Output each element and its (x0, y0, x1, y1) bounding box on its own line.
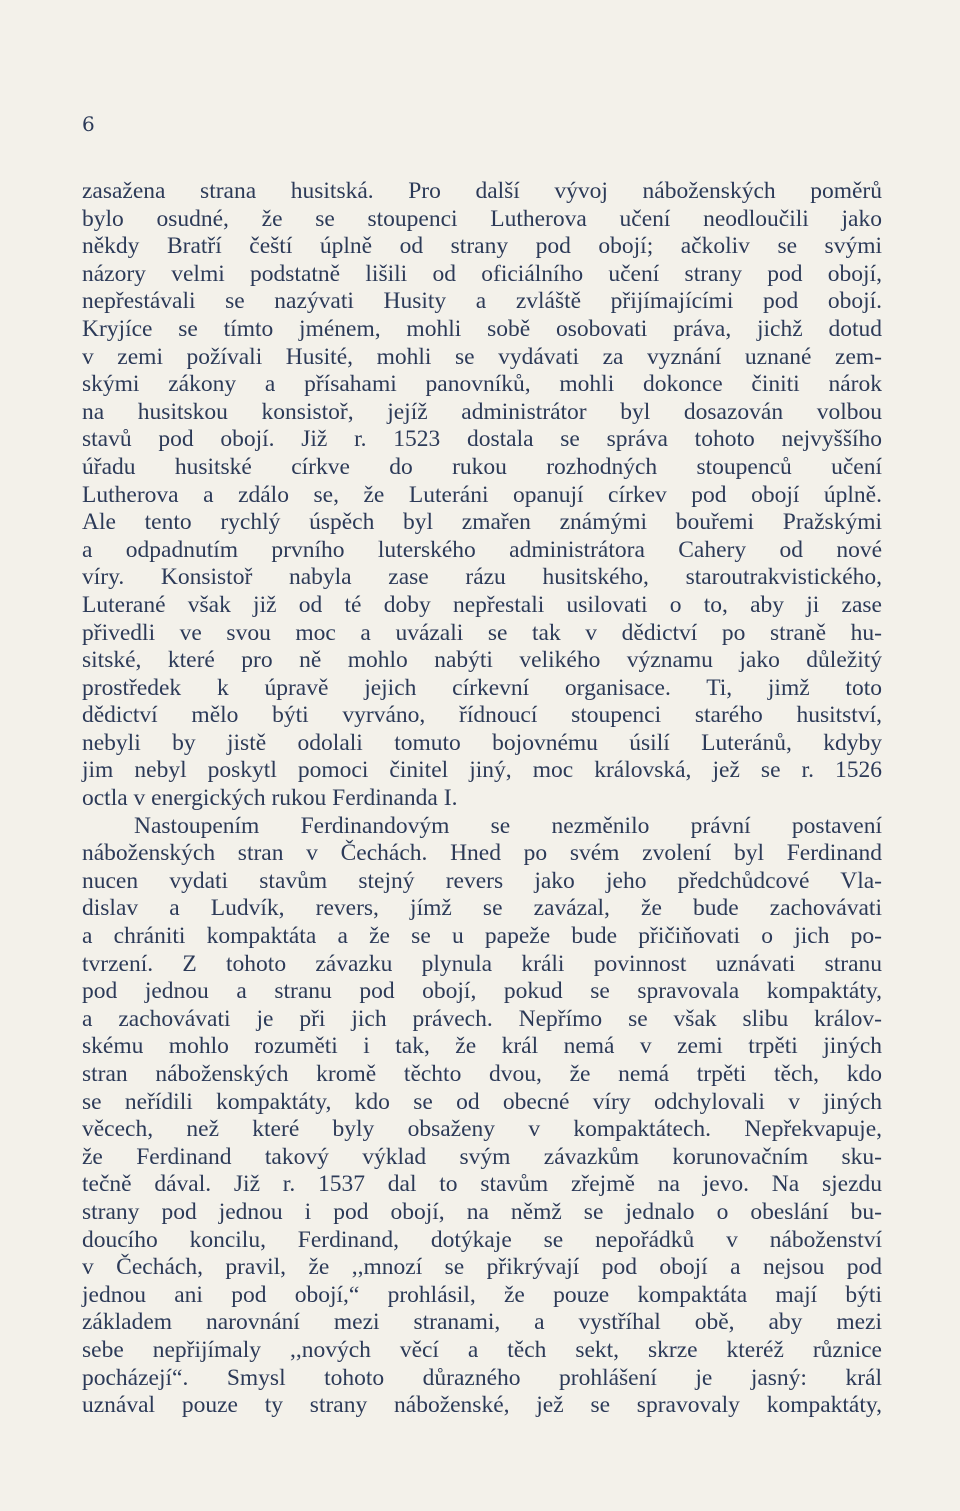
text-line: tečně dával. Již r. 1537 dal to stavům zřejmě na jevo. Na sjezdu (82, 1171, 882, 1198)
text-line: stavů pod obojí. Již r. 1523 dostala se správa tohoto nejvyššího (82, 426, 882, 453)
text-line: v zemi požívali Husité, mohli se vydávati za vyznání uznané zem- (82, 343, 882, 370)
text-line: zasažena strana husitská. Pro další vývoj náboženských poměrů (82, 178, 882, 204)
text-line: sitské, které pro ně mohlo nabýti velikého významu jako důležitý (82, 647, 882, 674)
text-line: úřadu husitské církve do rukou rozhodných stoupenců učení (82, 453, 882, 480)
text-line: na husitskou konsistoř, jejíž administrátor byl dosazován volbou (82, 398, 882, 425)
text-line: sebe nepřijímaly ,,nových věcí a těch sekt, skrze kteréž různice (82, 1336, 882, 1363)
text-line: někdy Bratří čeští úplně od strany pod obojí; ačkoliv se svými (82, 233, 882, 260)
text-line: uznával pouze ty strany náboženské, jež se spravovaly kompaktáty, (82, 1392, 882, 1419)
body-text (82, 178, 882, 1420)
text-line: bylo osudné, že se stoupenci Lutherova učení neodloučili jako (82, 205, 882, 232)
text-line: Luterané však již od té doby nepřestali usilovati o to, aby ji zase (82, 591, 882, 618)
text-line: Nastoupením Ferdinandovým se nezměnilo právní postavení (134, 812, 882, 839)
text-line: stran náboženských kromě těchto dvou, že nemá trpěti těch, kdo (82, 1061, 882, 1087)
text-line: v Čechách, pravil, že ,,mnozí se přikrývají pod obojí a nejsou pod (82, 1254, 882, 1281)
text-line: pod jednou a stranu pod obojí, pokud se spravovala kompaktáty, (82, 978, 882, 1005)
text-line: základem narovnání mezi stranami, a vystříhal obě, aby mezi (82, 1309, 882, 1336)
text-line: se neřídili kompaktáty, kdo se od obecné víry odchylovali v jiných (82, 1088, 882, 1115)
text-line: tvrzení. Z tohoto závazku plynula králi povinnost uznávati stranu (82, 950, 882, 977)
text-line: Lutherova a zdálo se, že Luteráni opanují církev pod obojí úplně. (82, 481, 882, 508)
text-line: skému mohlo rozuměti i tak, že král nemá v zemi trpěti jiných (82, 1033, 882, 1060)
text-line: jednou ani pod obojí,“ prohlásil, že pouze kompaktáta mají býti (82, 1281, 882, 1308)
text-line: a chrániti kompaktáta a že se u papeže bude přičiňovati o jich po- (82, 923, 882, 950)
text-line: dislav a Ludvík, revers, jímž se zavázal, že bude zachovávati (82, 895, 882, 922)
text-line: a odpadnutím prvního luterského administrátora Cahery od nové (82, 536, 882, 563)
text-line: že Ferdinand takový výklad svým závazkům korunovačním sku- (82, 1143, 882, 1170)
text-line: nebyli by jistě odolali tomuto bojovnému úsilí Luteránů, kdyby (82, 729, 882, 756)
text-line: názory velmi podstatně lišili od oficiálního učení strany pod obojí, (82, 260, 882, 287)
text-line: doucího koncilu, Ferdinand, dotýkaje se nepořádků v náboženství (82, 1226, 882, 1253)
text-line: skými zákony a přísahami panovníků, mohli dokonce činiti nárok (82, 371, 882, 398)
text-line: nepřestávali se nazývati Husity a zvláště přijímajícími pod obojí. (82, 288, 882, 315)
text-line: věcech, než které byly obsaženy v kompaktátech. Nepřekvapuje, (82, 1116, 882, 1143)
text-line: Kryjíce se tímto jménem, mohli sobě osobovati práva, jichž dotud (82, 315, 882, 342)
text-line: Ale tento rychlý úspěch byl zmařen známými bouřemi Pražskými (82, 509, 882, 536)
text-line: prostředek k úpravě jejich církevní organisace. Ti, jimž toto (82, 674, 882, 701)
text-line: víry. Konsistoř nabyla zase rázu husitského, staroutrakvistického, (82, 564, 882, 591)
text-line: strany pod jednou i pod obojí, na němž se jednalo o obeslání bu- (82, 1198, 882, 1225)
text-line: pocházejí“. Smysl tohoto důrazného prohlášení je jasný: král (82, 1364, 882, 1391)
text-line: náboženských stran v Čechách. Hned po svém zvolení byl Ferdinand (82, 840, 882, 867)
text-line: a zachovávati je při jich právech. Nepřímo se však slibu králov- (82, 1005, 882, 1032)
page-number: 6 (82, 112, 95, 136)
text-line: octla v energických rukou Ferdinanda I. (82, 785, 458, 812)
text-line: přivedli ve svou moc a uvázali se tak v dědictví po straně hu- (82, 619, 882, 646)
text-line: nucen vydati stavům stejný revers jako jeho předchůdcové Vla- (82, 867, 882, 894)
text-line: dědictví mělo býti vyrváno, řídnoucí stoupenci starého husitství, (82, 702, 882, 729)
text-line: jim nebyl poskytl pomoci činitel jiný, moc královská, jež se r. 1526 (82, 757, 882, 784)
